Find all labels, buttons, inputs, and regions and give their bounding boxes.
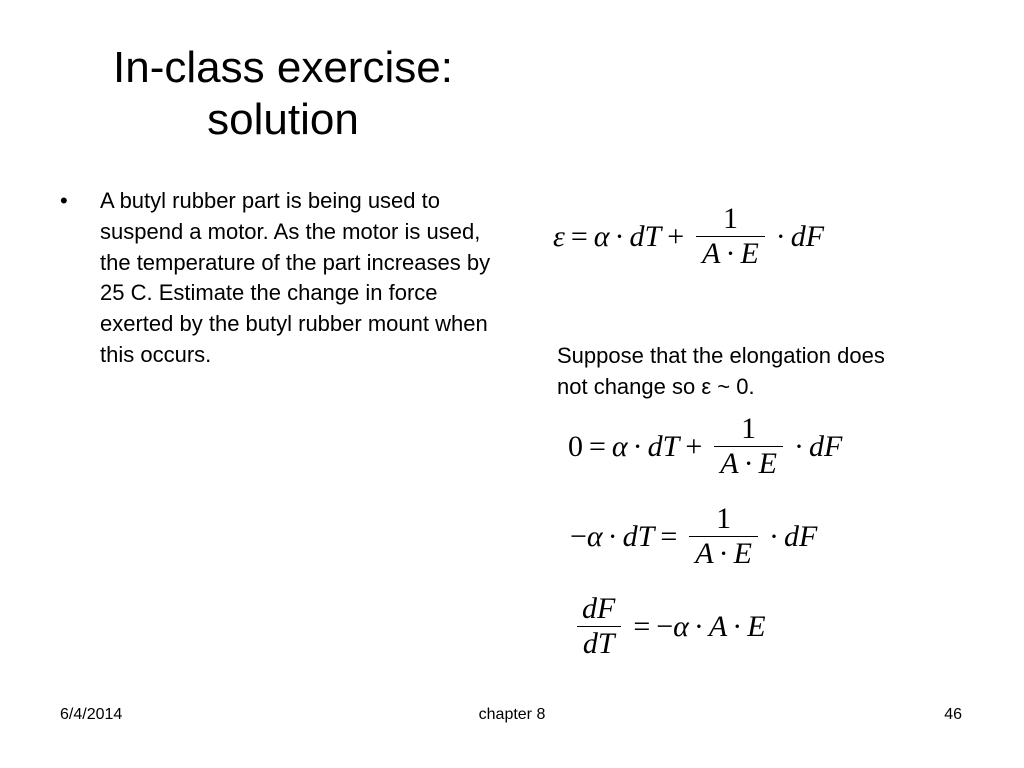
eq-operator: · <box>632 429 643 463</box>
eq-denominator: A · E <box>696 236 765 271</box>
eq-operator: + <box>667 219 685 253</box>
bullet-text: A butyl rubber part is being used to suspend a motor. As the motor is used, the temperature of the part increases by 25 C. Estimate the change in force exerted by the butyl rubber mount when this occurs. <box>100 188 491 367</box>
eq-operator: + <box>685 429 703 463</box>
footer-chapter: chapter 8 <box>478 706 546 723</box>
eq-symbol: dT <box>629 219 662 253</box>
eq-operator: = <box>633 609 651 643</box>
eq-symbol: dF <box>790 219 825 253</box>
eq-symbol: α <box>611 429 628 463</box>
eq-symbol: dT <box>647 429 680 463</box>
eq-symbol: dF <box>808 429 843 463</box>
eq-symbol: α <box>586 519 603 553</box>
title-line-2: solution <box>207 95 359 144</box>
eq-numerator: dF <box>582 592 616 625</box>
eq-operator: = <box>570 219 588 253</box>
eq-numerator: 1 <box>722 202 738 235</box>
equation-rearranged <box>570 502 817 571</box>
eq-symbol: A <box>708 609 728 643</box>
eq-operator: · <box>775 219 786 253</box>
eq-operator: · <box>693 609 704 643</box>
eq-symbol: dF <box>783 519 818 553</box>
footer-date: 6/4/2014 <box>60 706 123 723</box>
footer-page-number: 46 <box>944 706 962 723</box>
eq-denominator: A · E <box>714 446 783 481</box>
eq-denominator: dT <box>577 626 621 661</box>
eq-fraction <box>696 202 765 271</box>
assumption-note: Suppose that the elongation does not change so ε ~ 0. <box>557 343 885 399</box>
equation-result <box>570 592 766 661</box>
eq-operator: = <box>589 429 606 463</box>
eq-symbol: α <box>673 609 689 643</box>
eq-operator: − <box>656 609 674 643</box>
eq-fraction <box>576 592 621 661</box>
eq-symbol: 0 <box>568 429 583 463</box>
eq-operator: · <box>607 519 618 553</box>
eq-operator: · <box>732 609 743 643</box>
eq-symbol: E <box>747 609 766 643</box>
bullet-marker: • <box>60 188 68 213</box>
eq-operator: · <box>793 429 804 463</box>
slide-title <box>0 42 566 146</box>
eq-numerator: 1 <box>741 412 757 445</box>
eq-fraction <box>689 502 758 571</box>
eq-operator: − <box>570 519 587 553</box>
eq-fraction <box>714 412 783 481</box>
title-line-1: In-class exercise: <box>113 43 453 92</box>
eq-symbol: ε <box>553 219 565 253</box>
equation-strain <box>553 202 824 271</box>
eq-numerator: 1 <box>716 502 732 535</box>
eq-operator: · <box>614 219 625 253</box>
eq-operator: = <box>660 519 678 553</box>
bullet-list <box>60 186 500 371</box>
list-item <box>60 186 500 371</box>
eq-symbol: α <box>593 219 610 253</box>
eq-symbol: dT <box>622 519 655 553</box>
equation-zero-strain <box>568 412 842 481</box>
eq-denominator: A · E <box>689 536 758 571</box>
eq-operator: · <box>768 519 779 553</box>
